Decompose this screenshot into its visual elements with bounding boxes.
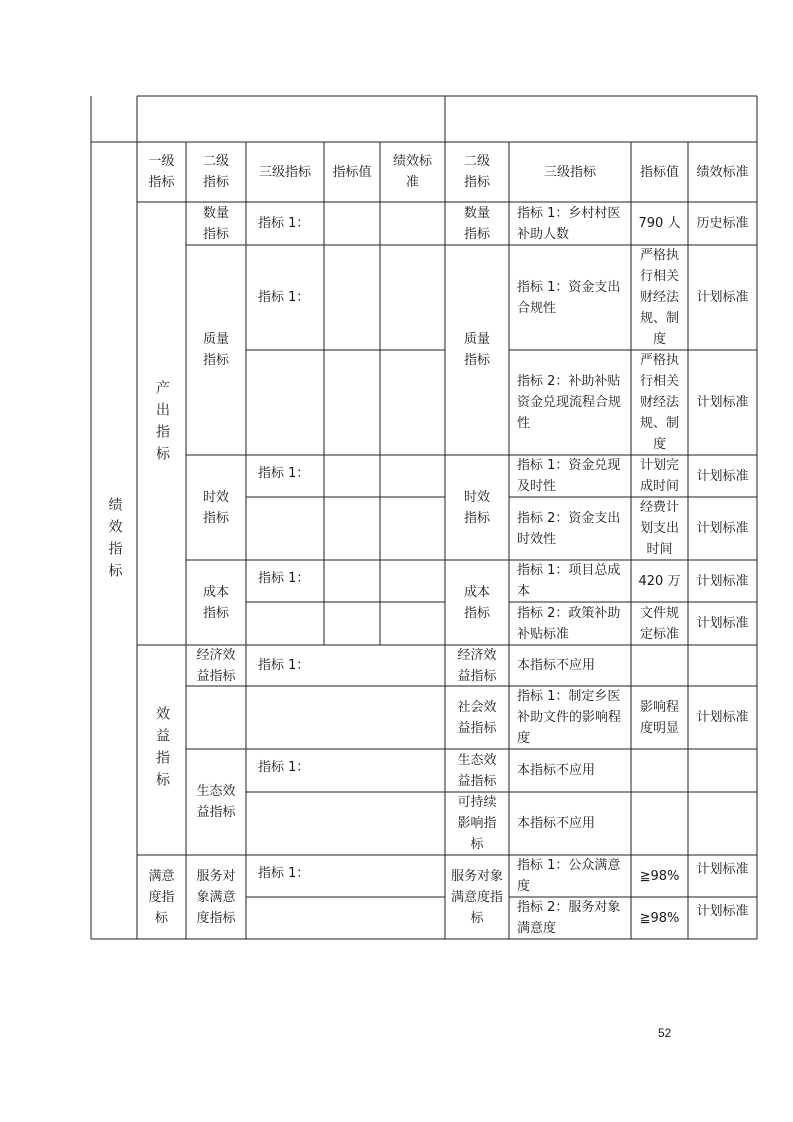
standard-timeliness-1: 计划标准: [696, 468, 749, 484]
standard-timeliness-2: 计划标准: [696, 521, 749, 536]
value-cost-2: 文件规定标准: [639, 605, 679, 642]
left-level2-quality: 质量指标: [202, 332, 229, 368]
header-standard-left: 绩效标准: [392, 154, 432, 190]
value-timeliness-2: 经费计划支出时间: [639, 500, 679, 557]
value-quality-2: 严格执行相关财经法规、制度: [639, 353, 679, 452]
right-level2-timeliness: 时效指标: [463, 489, 490, 526]
right-level2-ecological: 生态效益指标: [457, 752, 497, 789]
left-level2-timeliness: 时效指标: [202, 489, 229, 526]
header-level3-right: 三级指标: [543, 164, 596, 180]
value-quantity: 790 人: [638, 216, 681, 231]
indicator-economic: 本指标不应用: [517, 658, 596, 673]
header-level3-left: 三级指标: [258, 164, 311, 180]
value-quality-1: 严格执行相关财经法规、制度: [639, 248, 679, 347]
standard-satisfaction-2: 计划标准: [696, 904, 749, 919]
indicator-sustainable: 本指标不应用: [517, 816, 596, 831]
indicator-timeliness-2: 指标 2：资金支出时效性: [517, 510, 621, 547]
indicator-satisfaction-1: 指标 1：公众满意度: [517, 858, 621, 894]
right-level2-sustainable: 可持续影响指标: [457, 795, 497, 852]
header-level2-right: 二级指标: [463, 154, 490, 190]
header-level2-left: 二级指标: [202, 154, 229, 190]
header-value-right: 指标值: [639, 164, 679, 180]
left-level2-cost: 成本指标: [202, 584, 229, 621]
indicator-social: 指标 1：制定乡医补助文件的影响程度: [517, 689, 622, 746]
right-level2-quantity: 数量指标: [463, 205, 490, 242]
left-level2-satisfaction: 服务对象满意度指标: [196, 868, 236, 926]
indicator-satisfaction-2: 指标 2：服务对象满意度: [517, 900, 621, 936]
indicator-quality-1: 指标 1：资金支出合规性: [517, 279, 621, 316]
indicator-timeliness-1: 指标 1：资金兑现及时性: [517, 458, 621, 494]
left-indicator-cost: 指标 1：: [258, 571, 310, 586]
header-standard-right: 绩效标准: [696, 164, 749, 180]
indicator-cost-2: 指标 2：政策补助补贴标准: [517, 605, 621, 642]
indicator-quantity: 指标 1：乡村村医补助人数: [517, 205, 621, 242]
right-level2-satisfaction: 服务对象满意度指标: [450, 868, 503, 926]
left-indicator-quantity: 指标 1：: [258, 216, 310, 231]
header-value-left: 指标值: [332, 164, 372, 180]
left-level2-economic: 经济效益指标: [196, 648, 236, 684]
right-level2-economic: 经济效益指标: [457, 647, 497, 684]
right-level2-social: 社会效益指标: [457, 699, 497, 736]
performance-indicator-label: 绩效指标: [106, 496, 123, 585]
value-cost-1: 420 万: [638, 573, 681, 589]
standard-quality-2: 计划标准: [696, 395, 749, 410]
standard-quantity: 历史标准: [696, 216, 749, 231]
standard-cost-1: 计划标准: [696, 573, 749, 589]
left-level2-quantity: 数量指标: [202, 205, 229, 242]
left-indicator-timeliness: 指标 1：: [258, 466, 310, 481]
left-level1-satisfaction: 满意度指标: [148, 868, 175, 926]
page-number: 52: [658, 1026, 672, 1040]
left-indicator-satisfaction: 指标 1：: [258, 866, 310, 881]
left-indicator-economic: 指标 1：: [258, 658, 310, 673]
left-level2-ecological: 生态效益指标: [196, 784, 236, 820]
standard-cost-2: 计划标准: [696, 616, 749, 631]
indicator-ecological: 本指标不应用: [517, 763, 596, 778]
left-indicator-ecological: 指标 1：: [258, 760, 310, 775]
value-satisfaction-1: ≧98%: [639, 868, 680, 884]
value-satisfaction-2: ≧98%: [639, 910, 680, 926]
right-level2-quality: 质量指标: [463, 332, 490, 368]
left-indicator-quality: 指标 1：: [258, 290, 310, 305]
standard-social: 计划标准: [696, 710, 749, 725]
value-timeliness-1: 计划完成时间: [639, 458, 679, 494]
standard-satisfaction-1: 计划标准: [696, 862, 749, 877]
header-level1: 一级指标: [148, 154, 175, 190]
benefit-indicator-label: 效益指标: [154, 706, 170, 794]
indicator-quality-2: 指标 2：补助补贴资金兑现流程合规性: [517, 374, 622, 431]
standard-quality-1: 计划标准: [696, 290, 749, 305]
indicator-cost-1: 指标 1：项目总成本: [517, 563, 621, 599]
output-indicator-label: 产出指标: [154, 379, 170, 468]
right-level2-cost: 成本指标: [463, 584, 490, 621]
value-social: 影响程度明显: [639, 699, 679, 736]
